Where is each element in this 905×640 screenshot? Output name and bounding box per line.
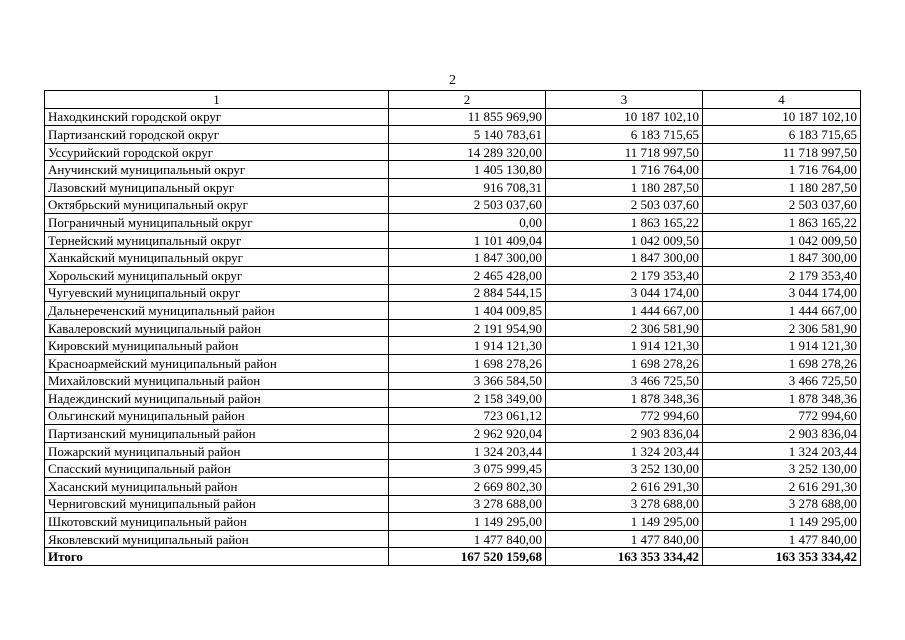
amount-cell: 1 914 121,30: [703, 337, 861, 355]
amount-cell: 3 278 688,00: [546, 495, 703, 513]
amount-cell: 1 847 300,00: [703, 249, 861, 267]
amount-cell: 1 847 300,00: [389, 249, 546, 267]
table-row: [45, 143, 861, 161]
amount-cell: 2 903 836,04: [546, 425, 703, 443]
amount-cell: 1 180 287,50: [546, 178, 703, 196]
municipality-name-cell: Хорольский муниципальный округ: [45, 266, 389, 284]
amount-cell: 6 183 715,65: [703, 126, 861, 144]
amount-cell: 3 252 130,00: [703, 460, 861, 478]
municipality-name-cell: Партизанский муниципальный район: [45, 425, 389, 443]
municipality-name-cell: Черниговский муниципальный район: [45, 495, 389, 513]
amount-cell: 1 444 667,00: [546, 302, 703, 320]
amount-cell: 2 962 920,04: [389, 425, 546, 443]
amount-cell: 1 914 121,30: [389, 337, 546, 355]
amount-cell: 10 187 102,10: [703, 108, 861, 126]
table-row: [45, 214, 861, 232]
amount-cell: 1 042 009,50: [703, 231, 861, 249]
municipality-name-cell: Партизанский городской округ: [45, 126, 389, 144]
column-header: 2: [389, 91, 546, 109]
amount-cell: 2 903 836,04: [703, 425, 861, 443]
municipality-name-cell: Шкотовский муниципальный район: [45, 513, 389, 531]
total-amount-cell: 163 353 334,42: [703, 548, 861, 566]
amount-cell: 2 465 428,00: [389, 266, 546, 284]
amount-cell: 11 855 969,90: [389, 108, 546, 126]
column-header: 1: [45, 91, 389, 109]
amount-cell: 2 616 291,30: [703, 478, 861, 496]
municipality-name-cell: Октябрьский муниципальный округ: [45, 196, 389, 214]
municipality-name-cell: Тернейский муниципальный округ: [45, 231, 389, 249]
amount-cell: 1 698 278,26: [389, 354, 546, 372]
municipality-name-cell: Кавалеровский муниципальный район: [45, 319, 389, 337]
municipality-name-cell: Хасанский муниципальный район: [45, 478, 389, 496]
amount-cell: 1 863 165,22: [703, 214, 861, 232]
amount-cell: 1 101 409,04: [389, 231, 546, 249]
table-row: [45, 161, 861, 179]
table-row: [45, 442, 861, 460]
table-row: [45, 231, 861, 249]
amount-cell: 3 466 725,50: [546, 372, 703, 390]
amount-cell: 2 669 802,30: [389, 478, 546, 496]
amount-cell: 2 306 581,90: [546, 319, 703, 337]
municipality-name-cell: Находкинский городской округ: [45, 108, 389, 126]
total-amount-cell: 167 520 159,68: [389, 548, 546, 566]
municipality-name-cell: Уссурийский городской округ: [45, 143, 389, 161]
amount-cell: 2 179 353,40: [703, 266, 861, 284]
amount-cell: 772 994,60: [546, 407, 703, 425]
amount-cell: 723 061,12: [389, 407, 546, 425]
municipality-name-cell: Кировский муниципальный район: [45, 337, 389, 355]
amount-cell: 3 366 584,50: [389, 372, 546, 390]
table-row: [45, 284, 861, 302]
amount-cell: 1 477 840,00: [546, 530, 703, 548]
municipality-name-cell: Ханкайский муниципальный округ: [45, 249, 389, 267]
municipality-name-cell: Пожарский муниципальный район: [45, 442, 389, 460]
municipality-name-cell: Спасский муниципальный район: [45, 460, 389, 478]
amount-cell: 6 183 715,65: [546, 126, 703, 144]
amount-cell: 1 405 130,80: [389, 161, 546, 179]
municipality-name-cell: Пограничный муниципальный округ: [45, 214, 389, 232]
amount-cell: 1 878 348,36: [546, 390, 703, 408]
amount-cell: 1 404 009,85: [389, 302, 546, 320]
amount-cell: 1 477 840,00: [703, 530, 861, 548]
amount-cell: 2 191 954,90: [389, 319, 546, 337]
table-row: [45, 478, 861, 496]
municipality-name-cell: Ольгинский муниципальный район: [45, 407, 389, 425]
table-row: [45, 425, 861, 443]
table-row: [45, 407, 861, 425]
amount-cell: 1 847 300,00: [546, 249, 703, 267]
table-row: [45, 108, 861, 126]
page-number: 2: [449, 73, 456, 88]
amount-cell: 1 698 278,26: [703, 354, 861, 372]
table-row: [45, 319, 861, 337]
amount-cell: 2 158 349,00: [389, 390, 546, 408]
table-row: [45, 530, 861, 548]
amount-cell: 11 718 997,50: [546, 143, 703, 161]
amount-cell: 3 278 688,00: [703, 495, 861, 513]
budget-table: [44, 90, 861, 566]
amount-cell: 3 278 688,00: [389, 495, 546, 513]
column-header: 4: [703, 91, 861, 109]
amount-cell: 11 718 997,50: [703, 143, 861, 161]
amount-cell: 1 149 295,00: [546, 513, 703, 531]
amount-cell: 1 444 667,00: [703, 302, 861, 320]
municipality-name-cell: Надеждинский муниципальный район: [45, 390, 389, 408]
amount-cell: 2 884 544,15: [389, 284, 546, 302]
table-row: [45, 354, 861, 372]
municipality-name-cell: Яковлевский муниципальный район: [45, 530, 389, 548]
municipality-name-cell: Красноармейский муниципальный район: [45, 354, 389, 372]
table-row: [45, 302, 861, 320]
municipality-name-cell: Лазовский муниципальный округ: [45, 178, 389, 196]
municipality-name-cell: Анучинский муниципальный округ: [45, 161, 389, 179]
table-row: [45, 266, 861, 284]
amount-cell: 1 698 278,26: [546, 354, 703, 372]
table-row: [45, 126, 861, 144]
amount-cell: 2 503 037,60: [546, 196, 703, 214]
amount-cell: 1 149 295,00: [389, 513, 546, 531]
amount-cell: 3 252 130,00: [546, 460, 703, 478]
total-amount-cell: 163 353 334,42: [546, 548, 703, 566]
table-row: [45, 178, 861, 196]
amount-cell: 3 044 174,00: [546, 284, 703, 302]
table-row: [45, 249, 861, 267]
amount-cell: 1 149 295,00: [703, 513, 861, 531]
amount-cell: 14 289 320,00: [389, 143, 546, 161]
amount-cell: 1 477 840,00: [389, 530, 546, 548]
amount-cell: 2 503 037,60: [389, 196, 546, 214]
amount-cell: 2 179 353,40: [546, 266, 703, 284]
amount-cell: 772 994,60: [703, 407, 861, 425]
amount-cell: 3 075 999,45: [389, 460, 546, 478]
total-label-cell: Итого: [45, 548, 389, 566]
amount-cell: 1 863 165,22: [546, 214, 703, 232]
municipality-name-cell: Дальнереченский муниципальный район: [45, 302, 389, 320]
table-row: [45, 495, 861, 513]
amount-cell: 1 324 203,44: [703, 442, 861, 460]
table-body: [45, 91, 861, 566]
amount-cell: 1 180 287,50: [703, 178, 861, 196]
total-row: [45, 548, 861, 566]
amount-cell: 1 878 348,36: [703, 390, 861, 408]
amount-cell: 3 466 725,50: [703, 372, 861, 390]
table-header-row: [45, 91, 861, 109]
amount-cell: 1 324 203,44: [389, 442, 546, 460]
table-row: [45, 390, 861, 408]
amount-cell: 3 044 174,00: [703, 284, 861, 302]
amount-cell: 916 708,31: [389, 178, 546, 196]
amount-cell: 1 716 764,00: [546, 161, 703, 179]
column-header: 3: [546, 91, 703, 109]
amount-cell: 2 616 291,30: [546, 478, 703, 496]
amount-cell: 1 042 009,50: [546, 231, 703, 249]
table-row: [45, 196, 861, 214]
amount-cell: 5 140 783,61: [389, 126, 546, 144]
amount-cell: 1 914 121,30: [546, 337, 703, 355]
municipality-name-cell: Михайловский муниципальный район: [45, 372, 389, 390]
amount-cell: 0,00: [389, 214, 546, 232]
amount-cell: 1 716 764,00: [703, 161, 861, 179]
table-row: [45, 337, 861, 355]
municipality-name-cell: Чугуевский муниципальный округ: [45, 284, 389, 302]
amount-cell: 2 306 581,90: [703, 319, 861, 337]
amount-cell: 1 324 203,44: [546, 442, 703, 460]
table-row: [45, 460, 861, 478]
amount-cell: 2 503 037,60: [703, 196, 861, 214]
amount-cell: 10 187 102,10: [546, 108, 703, 126]
table-row: [45, 372, 861, 390]
table-row: [45, 513, 861, 531]
